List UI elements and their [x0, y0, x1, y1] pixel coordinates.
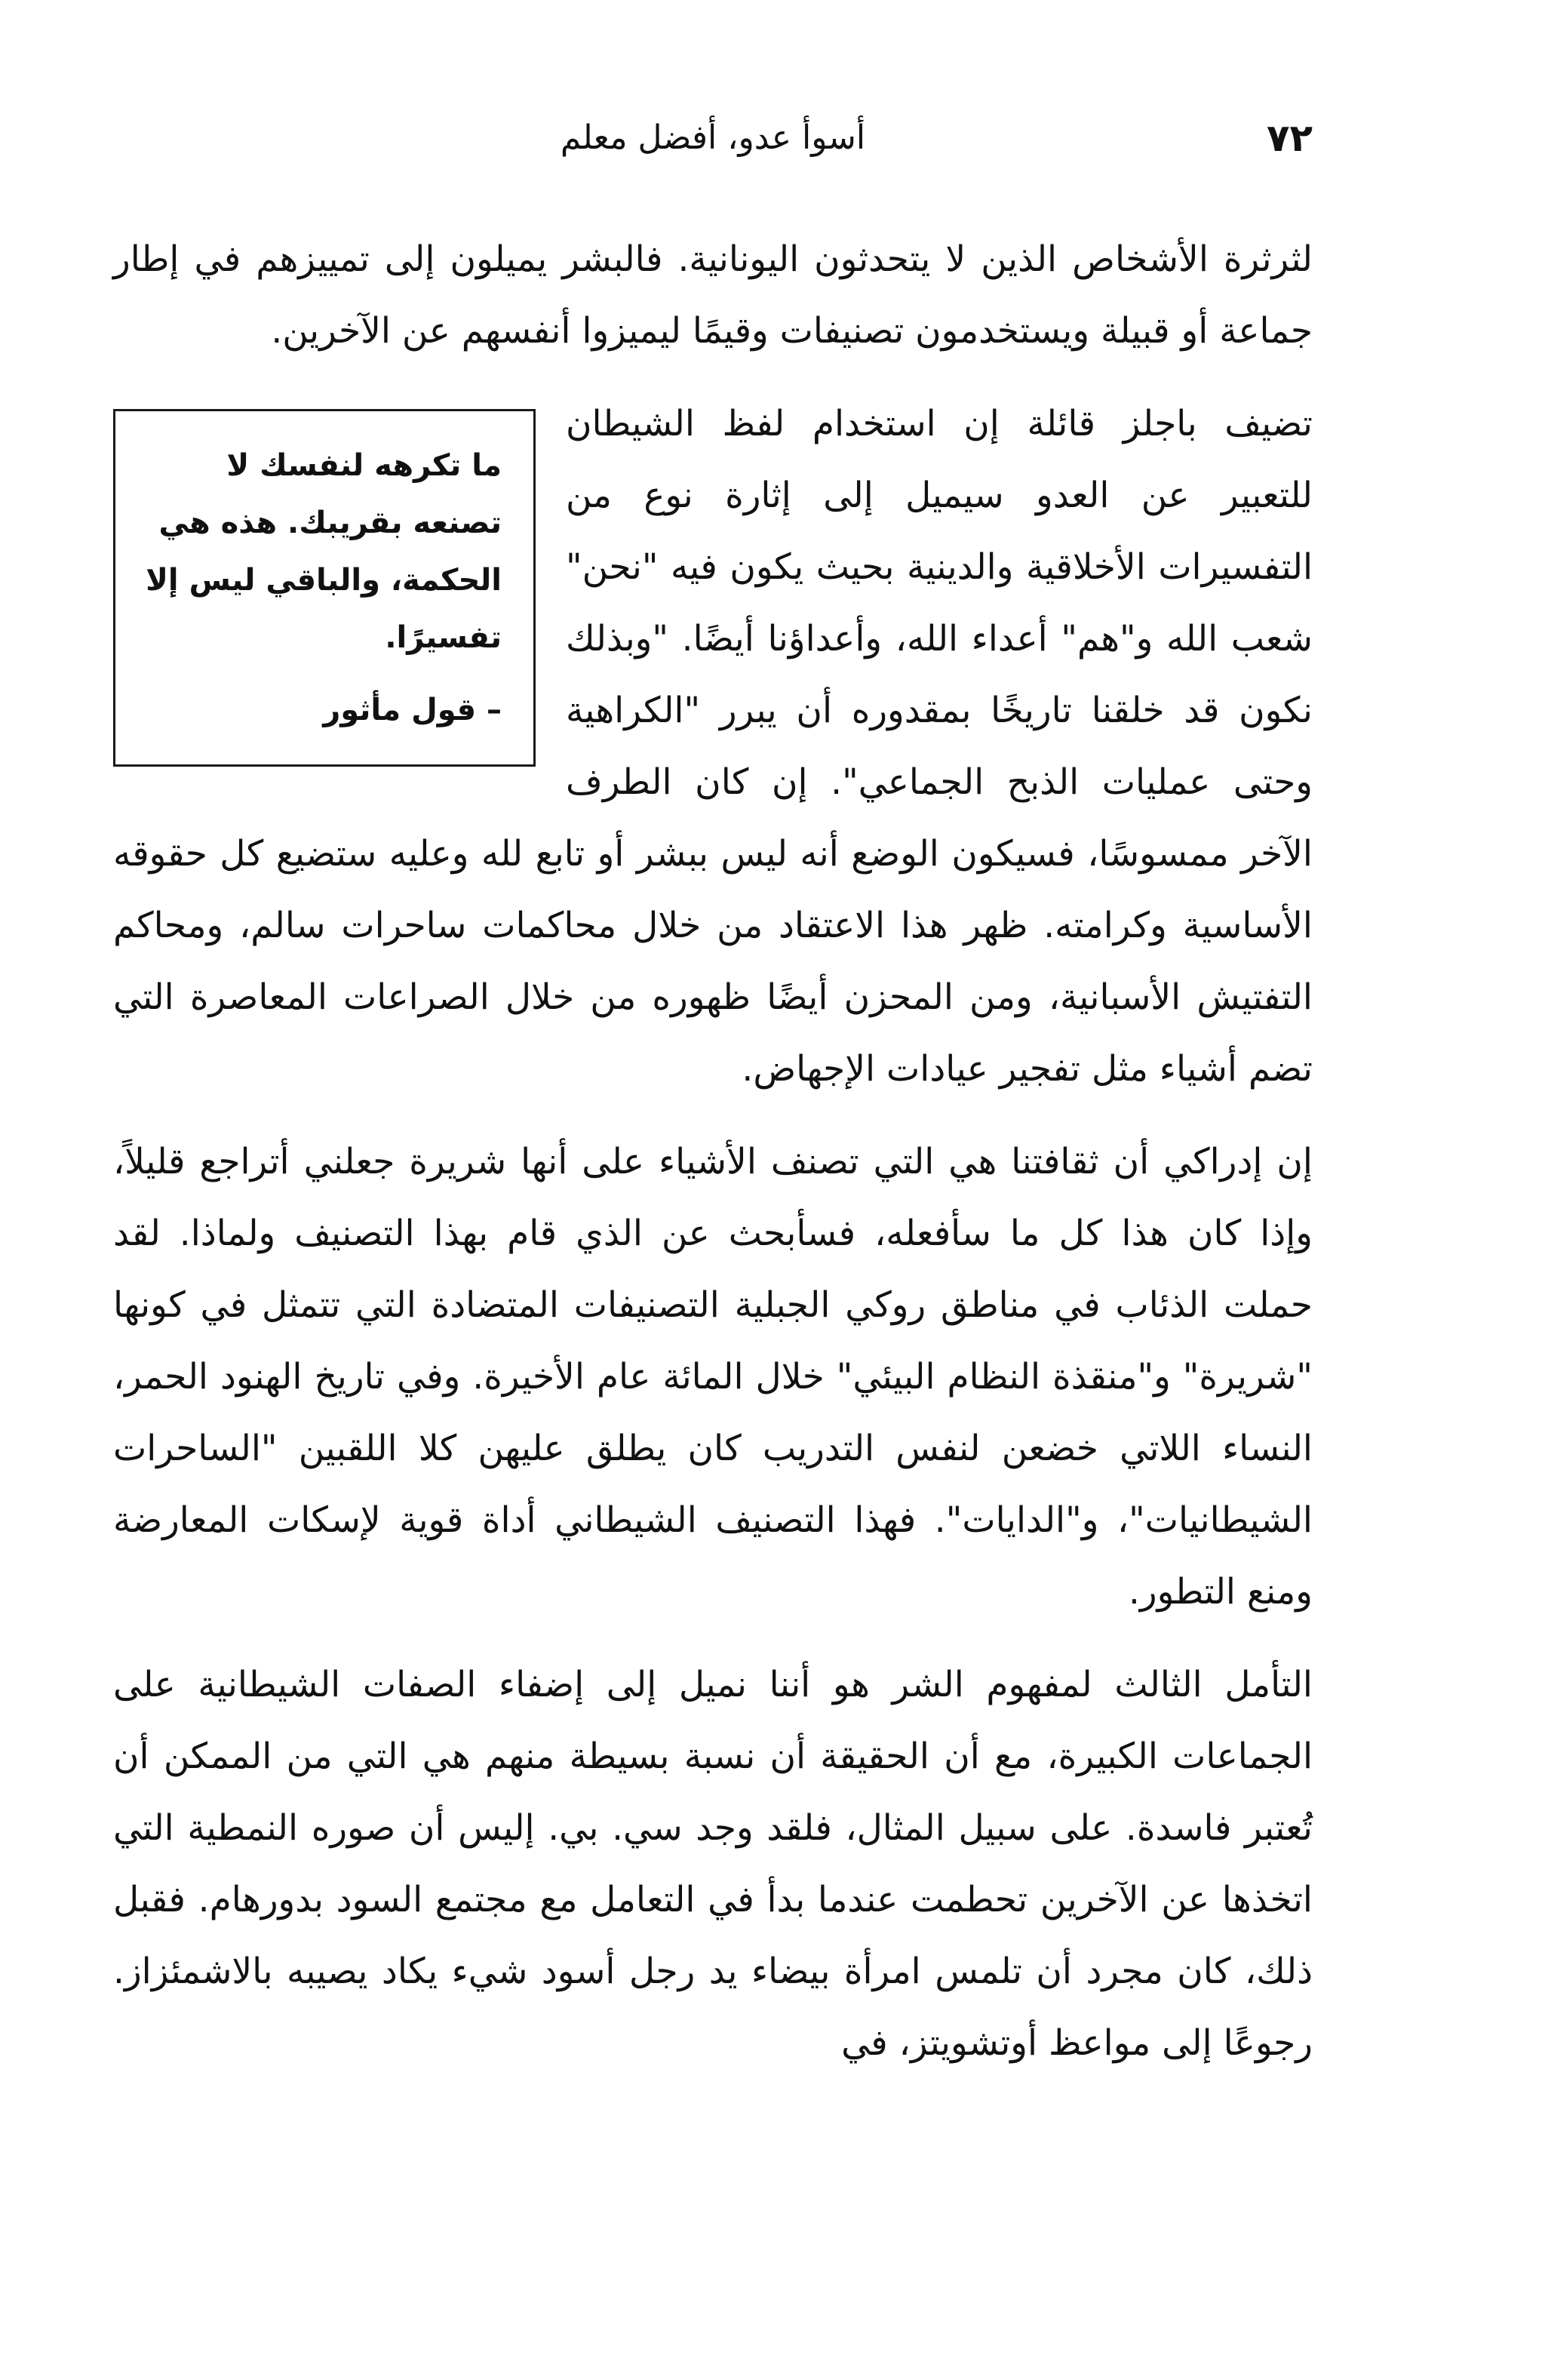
page-header	[113, 112, 1313, 165]
paragraph-1: لثرثرة الأشخاص الذين لا يتحدثون اليونانية. فالبشر يميلون إلى تمييزهم في إطار جماعة أو قبيلة ويستخدمون تصنيفات وقيمًا ليميزوا أنفسهم عن الآخرين.	[113, 238, 1313, 352]
quote-text: ما تكرهه لنفسك لا تصنعه بقريبك. هذه هي الحكمة، والباقي ليس إلا تفسيرًا.	[146, 448, 502, 655]
quote-source: – قول مأثور	[323, 693, 502, 727]
page-number: ٧٢	[1266, 116, 1313, 160]
body-text	[113, 223, 1313, 2100]
quote-box	[113, 409, 536, 767]
paragraph-3: إن إدراكي أن ثقافتنا هي التي تصنف الأشياء على أنها شريرة جعلني أتراجع قليلاً، وإذا كان هذا كل ما سأفعله، فسأبحث عن الذي قام بهذا التصنيف ولماذا. لقد حملت الذئاب في مناطق روكي الجبلية التصنيفات المتضادة التي تتمثل في كونها "شريرة" و"منقذة النظام البيئي" خلال المائة عام الأخيرة. وفي تاريخ الهنود الحمر، النساء اللاتي خضعن لنفس التدريب كان يطلق عليهن كلا اللقبين "الساحرات الشيطانيات"، و"الدايات". فهذا التصنيف الشيطاني أداة قوية لإسكات المعارضة ومنع التطور.	[113, 1141, 1313, 1613]
paragraph-2: تضيف باجلز قائلة إن استخدام لفظ الشيطان للتعبير عن العدو سيميل إلى إثارة نوع من التفسيرات الأخلاقية والدينية بحيث يكون فيه "نحن" شعب الله و"هم" أعداء الله، وأعداؤنا أيضًا. "وبذلك نكون قد خلقنا تاريخًا بمقدوره أن يبرر "الكراهية وحتى عمليات الذبح الجماعي". إن كان الطرف الآخر ممسوسًا، فسيكون الوضع أنه ليس ببشر أو تابع لله وعليه ستضيع كل حقوقه الأساسية وكرامته. ظهر هذا الاعتقاد من خلال محاكمات ساحرات سالم، ومحاكم التفتيش الأسبانية، ومن المحزن أيضًا ظهوره من خلال الصراعات المعاصرة التي تضم أشياء مثل تفجير عيادات الإجهاض.	[113, 403, 1313, 1090]
paragraph-4: التأمل الثالث لمفهوم الشر هو أننا نميل إلى إضفاء الصفات الشيطانية على الجماعات الكبيرة، مع أن الحقيقة أن نسبة بسيطة منهم هي التي من الممكن أن تُعتبر فاسدة. على سبيل المثال، فلقد وجد سي. بي. إليس أن صوره النمطية التي اتخذها عن الآخرين تحطمت عندما بدأ في التعامل مع مجتمع السود بدورهام. فقبل ذلك، كان مجرد أن تلمس امرأة بيضاء يد رجل أسود شيء يكاد يصيبه بالاشمئزاز. رجوعًا إلى مواعظ أوتشويتز، في	[113, 1664, 1313, 2064]
running-title: أسوأ عدو، أفضل معلم	[560, 118, 866, 157]
